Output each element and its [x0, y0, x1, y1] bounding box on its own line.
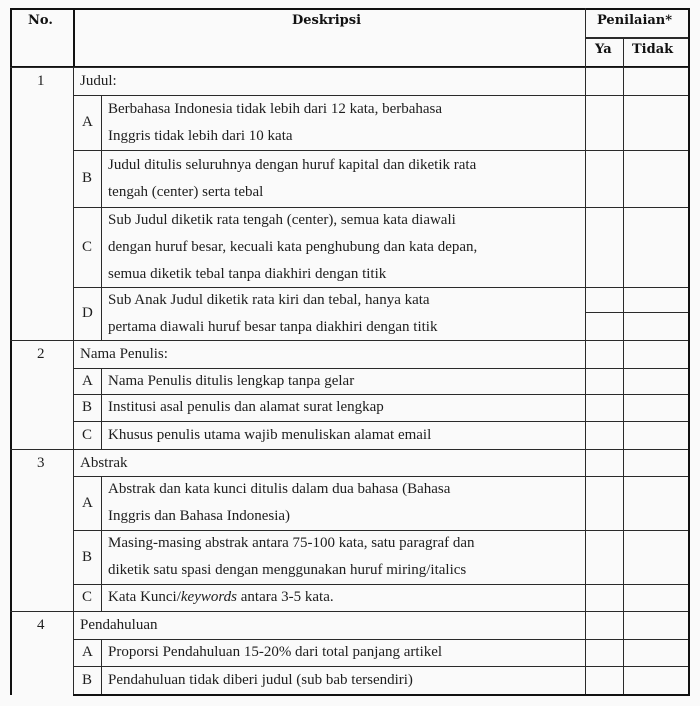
- item-description-line: semua diketik tebal tanpa diakhiri dengan titik: [108, 266, 387, 282]
- item-description-line: Proporsi Pendahuluan 15-20% dari total panjang artikel: [108, 644, 443, 660]
- header-penilaian: Penilaian*: [597, 13, 673, 28]
- letter-column-border: [101, 368, 102, 394]
- item-description-line: Masing-masing abstrak antara 75-100 kata, satu paragraf dan: [108, 535, 475, 551]
- header-no-divider: [73, 8, 75, 68]
- item-description-line: dengan huruf besar, kecuali kata penghubung dan kata depan,: [108, 239, 478, 255]
- ya-column-border: [585, 8, 586, 695]
- item-letter: B: [82, 549, 93, 565]
- letter-column-border: [101, 95, 102, 150]
- letter-column-border: [101, 287, 102, 340]
- item-description-line: Berbahasa Indonesia tidak lebih dari 12 kata, berbahasa: [108, 101, 443, 117]
- header-tidak: Tidak: [632, 42, 674, 57]
- item-description-line: Abstrak dan kata kunci ditulis dalam dua bahasa (Bahasa: [108, 481, 451, 497]
- letter-column-border: [101, 421, 102, 449]
- no-column-border: [73, 67, 74, 695]
- table-left-border: [10, 8, 12, 695]
- table-bottom-border: [73, 694, 690, 696]
- item-letter: A: [82, 114, 93, 130]
- section-number: 2: [37, 346, 45, 362]
- item-description-line: Inggris dan Bahasa Indonesia): [108, 508, 291, 524]
- item-letter: A: [82, 644, 93, 660]
- item-letter: C: [82, 589, 93, 605]
- letter-column-border: [101, 150, 102, 207]
- header-ya: Ya: [595, 42, 612, 57]
- italic-term: keywords: [180, 589, 237, 605]
- item-description: [108, 584, 334, 611]
- item-border: [73, 150, 688, 151]
- item-description-line: tengah (center) serta tebal: [108, 184, 264, 200]
- item-description-line: Khusus penulis utama wajib menuliskan alamat email: [108, 427, 432, 443]
- section-number: 4: [37, 617, 45, 633]
- item-letter: B: [82, 170, 93, 186]
- item-letter: A: [82, 373, 93, 389]
- description-part: antara 3-5 kata.: [237, 589, 334, 605]
- header-no: No.: [28, 13, 53, 28]
- grid-line: [585, 312, 688, 313]
- tidak-column-border: [623, 38, 624, 695]
- item-letter: A: [82, 495, 93, 511]
- section-number: 3: [37, 455, 45, 471]
- section-title: Nama Penulis:: [80, 346, 168, 362]
- letter-column-border: [101, 584, 102, 611]
- item-description-line: Judul ditulis seluruhnya dengan huruf kapital dan diketik rata: [108, 157, 477, 173]
- item-letter: B: [82, 672, 93, 688]
- letter-column-border: [101, 530, 102, 584]
- section-title: Pendahuluan: [80, 617, 158, 633]
- letter-column-border: [101, 666, 102, 694]
- letter-column-border: [101, 394, 102, 421]
- description-part: Kata Kunci/: [108, 589, 181, 605]
- section-title: Judul:: [80, 73, 117, 89]
- section-title: Abstrak: [80, 455, 128, 471]
- item-letter: B: [82, 399, 93, 415]
- item-description-line: Pendahuluan tidak diberi judul (sub bab tersendiri): [108, 672, 413, 688]
- item-description-line: pertama diawali huruf besar tanpa diakhiri dengan titik: [108, 319, 438, 335]
- letter-column-border: [101, 476, 102, 530]
- section-number: 1: [37, 73, 45, 89]
- letter-column-border: [101, 207, 102, 287]
- item-description-line: Inggris tidak lebih dari 10 kata: [108, 128, 293, 144]
- item-description-line: Sub Judul diketik rata tengah (center), semua kata diawali: [108, 212, 456, 228]
- item-description-line: Institusi asal penulis dan alamat surat lengkap: [108, 399, 384, 415]
- item-description-line: Nama Penulis ditulis lengkap tanpa gelar: [108, 373, 355, 389]
- penilaian-divider: [585, 37, 688, 39]
- item-letter: C: [82, 427, 93, 443]
- header-top-border: [10, 8, 689, 10]
- item-description-line: diketik satu spasi dengan menggunakan huruf miring/italics: [108, 562, 467, 578]
- header-deskripsi: Deskripsi: [292, 13, 362, 28]
- item-letter: C: [82, 239, 93, 255]
- item-letter: D: [82, 305, 93, 321]
- letter-column-border: [101, 639, 102, 666]
- item-description-line: Sub Anak Judul diketik rata kiri dan tebal, hanya kata: [108, 292, 430, 308]
- table-right-border: [688, 8, 690, 695]
